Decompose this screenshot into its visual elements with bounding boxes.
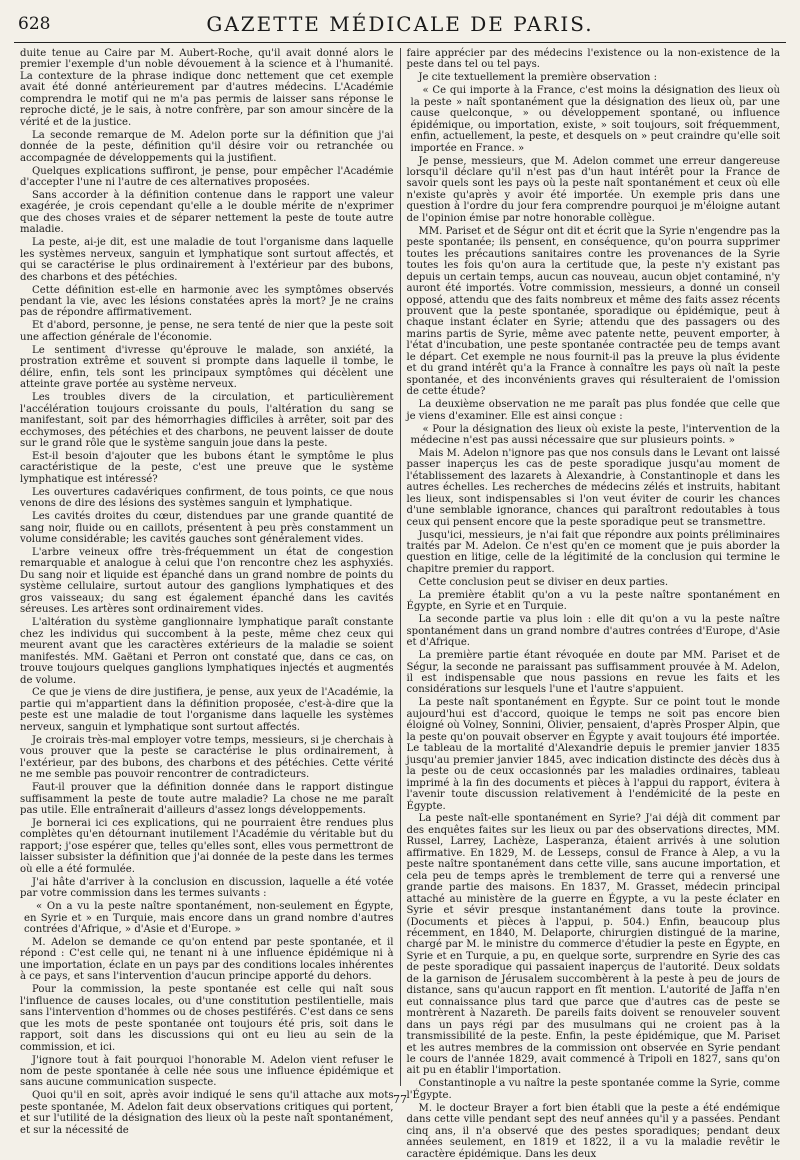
paragraph: Je bornerai ici ces explications, qui ne pourraient être rendues plus complètes qu'en détournant inutilement l'Académie du véritable but du rapport; j'ose espérer que, telles qu'elles sont, elles vous permettront de laisser subsister la définition que j'ai donnée de la peste dans les termes où elle a été formulée.: [20, 817, 394, 875]
paragraph: Je croirais très-mal employer votre temps, messieurs, si je cherchais à vous prouver que la peste se caractérise le plus ordinairement, à l'extérieur, par des bubons, des charbons et des pétéchies. Cette vérité ne me semble pas pouvoir rencontrer de contradicteurs.: [20, 734, 394, 781]
paragraph: Quoi qu'il en soit, après avoir indiqué le sens qu'il attache aux mots peste spontanée, M. Adelon fait deux observations critiques qui portent, et sur l'utilité de la désignation des lieux où la peste naît spontanément, et sur la nécessité de: [20, 1090, 394, 1136]
footer-mark: 77: [393, 1093, 407, 1106]
paragraph: Les cavités droites du cœur, distendues par une grande quantité de sang noir, fluide ou en caillots, présentent à peu près constamment un volume considérable; les cavités gauches sont généralement vides.: [20, 511, 394, 546]
paragraph: MM. Pariset et de Ségur ont dit et écrit que la Syrie n'engendre pas la peste spontanée; ils pensent, en conséquence, qu'on pourra supprimer toutes les précautions sanitaires contre les provenances de la Syrie toutes les fois qu'on aura la certitude que, la peste n'y existant pas depuis un certain temps, aucun cas nouveau, aucun objet contaminé, n'y auront été importés. Votre commission, messieurs, a donné un conseil opposé, attendu que des faits nombreux et même des faits assez récents prouvent que la peste spontanée, sporadique ou épidémique, peut à chaque instant éclater en Syrie; attendu que des passagers ou des marins partis de Syrie, même avec patente nette, peuvent emporter, à l'état d'incubation, une peste spontanée contractée peu de temps avant le départ. Cet exemple ne nous fournit-il pas la preuve la plus évidente et du grand intérêt qu'a la France à connaître les pays où naît la peste spontanée, et des inconvénients graves qui résulteraient de l'omission de cette étude?: [406, 225, 780, 398]
paragraph: L'arbre veineux offre très-fréquemment un état de congestion remarquable et analogue à celui que l'on rencontre chez les asphyxiés. Du sang noir et liquide est épanché dans un grand nombre de points du système cellulaire, surtout autour des ganglions lymphatiques et des gros vaisseaux; du sang est également épanché dans les cavités séreuses. Les artères sont ordinairement vides.: [20, 547, 394, 616]
paragraph: Est-il besoin d'ajouter que les bubons étant le symptôme le plus caractéristique de la peste, c'est une preuve que le système lymphatique est intéressé?: [20, 450, 394, 485]
paragraph: Pour la commission, la peste spontanée est celle qui naît sous l'influence de causes locales, ou d'une constitution pestilentielle, mais sans l'intervention d'hommes ou de choses pestiférés. C'est dans ce sens que les mots de peste spontanée ont toujours été pris, soit dans le rapport, soit dans les discussions qui ont eu lieu au sein de la commission, et ici.: [20, 984, 394, 1053]
paragraph: La seconde remarque de M. Adelon porte sur la définition que j'ai donnée de la peste, définition qu'il désire voir ou retranchée ou accompagnée de développements qui la justifient.: [20, 129, 394, 164]
paragraph: Je cite textuellement la première observation :: [418, 72, 658, 84]
paragraph: Cette définition est-elle en harmonie avec les symptômes observés pendant la vie, avec les lésions constatées après la mort? Je ne crains pas de répondre affirmativement.: [20, 284, 394, 319]
paragraph: « On a vu la peste naître spontanément, non-seulement en Égypte, en Syrie et » en Turquie, mais encore dans un grand nombre d'autres contrées d'Afrique, » d'Asie et d'Europe. »: [24, 901, 394, 936]
paragraph: Mais M. Adelon n'ignore pas que nos consuls dans le Levant ont laissé passer inaperçus les cas de peste sporadique jusqu'au moment de l'établissement des lazarets à Alexandrie, à Constantinople et dans les autres échelles. Les recherches de médecins zélés et instruits, habitant les lieux, sont indispensables si l'on veut éviter de courir les chances d'une semblable ignorance, chances qui paraîtront redoutables à tous ceux qui pensent encore que la peste sporadique peut se transmettre.: [406, 447, 780, 528]
journal-title: GAZETTE MÉDICALE DE PARIS.: [206, 12, 594, 36]
paragraph: L'altération du système ganglionnaire lymphatique paraît constante chez les individus qui succombent à la peste, même chez ceux qui meurent avant que les caractères extérieurs de la maladie se soient manifestés. MM. Gaëtani et Perron ont constaté que, dans ce cas, on trouve toujours quelques ganglions lymphatiques injectés et augmentés de volume.: [20, 617, 394, 686]
page-number: 628: [18, 14, 51, 34]
paragraph: Sans accorder à la définition contenue dans le rapport une valeur exagérée, je crois cependant qu'elle a le double mérite de n'exprimer que des choses vraies et de séparer nettement la peste de toute autre maladie.: [20, 189, 394, 236]
paragraph: La peste naît spontanément en Égypte. Sur ce point tout le monde aujourd'hui est d'accord, quoique le temps ne soit pas encore bien éloigné où Volney, Sonnini, Olivier, pensaient, d'après Prosper Alpin, que la peste qu'on pouvait observer en Égypte y avait toujours été importée. Le tableau de la mortalité d'Alexandrie depuis le premier janvier 1835 jusqu'au premier janvier 1845, avec indication distincte des décès dus à la peste ou de ceux occasionnés par les maladies ordinaires, tableau imprimé à la fin des documents et pièces à l'appui du rapport, évitera à l'avenir toute discussion relativement à l'endémicité de la peste en Égypte.: [406, 697, 780, 812]
paragraph: J'ignore tout à fait pourquoi l'honorable M. Adelon vient refuser le nom de peste spontanée à celle née sous une influence épidémique et sans aucune communication suspecte.: [20, 1054, 394, 1089]
paragraph: M. Adelon se demande ce qu'on entend par peste spontanée, et il répond : C'est celle qui, ne tenant ni à une influence épidémique ni à une importation, éclate en un pays par des conditions locales inhérentes à ce pays, et sans l'intervention d'aucun principe apporté du dehors.: [20, 936, 394, 983]
paragraph: J'ai hâte d'arriver à la conclusion en discussion, laquelle a été votée par votre commission dans les termes suivants :: [20, 876, 394, 900]
paragraph: M. le docteur Brayer a fort bien établi que la peste a été endémique dans cette ville pendant sept des neuf années qu'il y a passées. Pendant cinq ans, il n'a observé que des pestes sporadiques; pendant deux années seulement, en 1819 et 1822, il a vu la maladie revêtir le caractère épidémique. Dans les deux: [406, 1102, 780, 1160]
paragraph: Faut-il prouver que la définition donnée dans le rapport distingue suffisamment la peste de toute autre maladie? La chose ne me paraît pas utile. Elle entraînerait d'ailleurs d'assez longs développements.: [20, 782, 394, 816]
paragraph: La deuxième observation ne me paraît pas plus fondée que celle que je viens d'examiner. Elle est ainsi conçue :: [406, 399, 780, 422]
right-column: [401, 48, 787, 1160]
paragraph: La première établit qu'on a vu la peste naître spontanément en Égypte, en Syrie et en Turquie.: [406, 589, 780, 613]
paragraph: Et d'abord, personne, je pense, ne sera tenté de nier que la peste soit une affection générale de l'économie.: [20, 320, 394, 343]
paragraph: Cette conclusion peut se diviser en deux parties.: [418, 576, 669, 588]
paragraph: faire apprécier par des médecins l'existence ou la non-existence de la peste dans tel ou tel pays.: [406, 48, 780, 71]
paragraph: « Ce qui importe à la France, c'est moins la désignation des lieux où la peste » naît spontanément que la désignation des lieux où, par une cause quelconque, » ou développement spontané, ou influence épidémique, ou importation, existe, » soit toujours, soit fréquemment, enfin, actuellement, la peste, et desquels on » peut craindre qu'elle soit importée en France. »: [410, 85, 780, 154]
paragraph: Les ouvertures cadavériques confirment, de tous points, ce que nous venons de dire des lésions des systèmes sanguin et lymphatique.: [20, 486, 394, 510]
paragraph: Le sentiment d'ivresse qu'éprouve le malade, son anxiété, la prostration extrême et souvent si prompte dans laquelle il tombe, le délire, enfin, tels sont les principaux symptômes qui décèlent une atteinte grave portée au système nerveux.: [20, 344, 394, 391]
paragraph: Les troubles divers de la circulation, et particulièrement l'accélération toujours croissante du pouls, l'altération du sang se manifestant, soit par des hémorrhagies difficiles à arrêter, soit par des ecchymoses, des pétéchies et des charbons, ne peuvent laisser de doute sur le grand rôle que le système sanguin joue dans la peste.: [20, 392, 394, 449]
paragraph: La seconde partie va plus loin : elle dit qu'on a vu la peste naître spontanément dans un grand nombre d'autres contrées d'Europe, d'Asie et d'Afrique.: [406, 614, 780, 649]
paragraph: duite tenue au Caire par M. Aubert-Roche, qu'il avait donné alors le premier l'exemple d'un noble dévouement à la science et à l'humanité. La contexture de la phrase indique donc nettement que cet exemple avait été donné antérieurement par d'autres médecins. L'Académie comprendra le motif qui ne m'a pas permis de laisser sans réponse le reproche dicté, je le sais, à notre confrère, par son amour sincère de la vérité et de la justice.: [20, 48, 394, 128]
paragraph: Quelques explications suffiront, je pense, pour empêcher l'Académie d'accepter l'une ni l'autre de ces alternatives proposées.: [20, 165, 394, 188]
page-header: [14, 12, 786, 43]
paragraph: La peste naît-elle spontanément en Syrie? J'ai déjà dit comment par des enquêtes faites sur les lieux ou par des observations directes, MM. Russel, Larrey, Lachèze, Lasperanza, étaient arrivés à une solution affirmative. En 1829, M. de Lesseps, consul de France à Alep, a vu la peste naître spontanément dans cette ville, sans aucune importation, et cela peu de temps après le tremblement de terre qui a renversé une grande partie des maisons. En 1837, M. Grasset, médecin principal attaché au ministère de la guerre en Égypte, a vu la peste éclater en Syrie et sévir presque instantanément dans toute la province. (Documents et pièces à l'appui, p. 504.) Enfin, beaucoup plus récemment, en 1840, M. Delaporte, chirurgien distingué de la marine, chargé par M. le ministre du commerce d'étudier la peste en Égypte, en Syrie et en Turquie, a pu, en quelque sorte, surprendre en Syrie des cas de peste sporadique qui passaient inaperçus de l'autorité. Deux soldats de la garnison de Jérusalem succombèrent à la peste à peu de jours de distance, sans qu'aucun rapport en fît mention. L'autorité de Jaffa n'en eut connaissance plus tard que parce que d'autres cas de peste se montrèrent à Nazareth. De pareils faits doivent se renouveler souvent dans un pays régi par des musulmans qui ne croient pas à la transmissibilité de la peste. Enfin, la peste épidémique, que M. Pariset et les autres membres de la commission ont observée en Syrie pendant le cours de l'année 1829, avait commencé à Tripoli en 1827, sans qu'on ait pu en établir l'importation.: [406, 813, 780, 1077]
paragraph: Constantinople a vu naître la peste spontanée comme la Syrie, comme l'Égypte.: [406, 1078, 780, 1101]
paragraph: La première partie étant révoquée en doute par MM. Pariset et de Ségur, la seconde ne paraissant pas suffisamment prouvée à M. Adelon, il est indispensable que nous passions en revue les faits et les considérations sur lesquels l'une et l'autre s'appuient.: [406, 650, 780, 696]
paragraph: « Pour la désignation des lieux où existe la peste, l'intervention de la médecine n'est pas aussi nécessaire que sur plusieurs points. »: [410, 423, 780, 446]
paragraph: Jusqu'ici, messieurs, je n'ai fait que répondre aux points préliminaires traités par M. Adelon. Ce n'est qu'en ce moment que je puis aborder la question en litige, celle de la légitimité de la conclusion qui termine le chapitre premier du rapport.: [406, 529, 780, 575]
paragraph: Ce que je viens de dire justifiera, je pense, aux yeux de l'Académie, la partie qui m'appartient dans la définition proposée, c'est-à-dire que la peste est une maladie de tout l'organisme dans laquelle les systèmes nerveux, sanguin et lymphatique sont surtout affectés.: [20, 687, 394, 733]
paragraph: La peste, ai-je dit, est une maladie de tout l'organisme dans laquelle les systèmes nerveux, sanguin et lymphatique sont surtout affectés, et qui se caractérise le plus ordinairement à l'extérieur par des bubons, des charbons et des pétéchies.: [20, 237, 394, 283]
paragraph: Je pense, messieurs, que M. Adelon commet une erreur dangereuse lorsqu'il déclare qu'il n'est pas d'un haut intérêt pour la France de savoir quels sont les pays où la peste naît spontanément et ceux où elle n'existe qu'après y avoir été importée. Un exemple pris dans une question à l'ordre du jour fera comprendre pourquoi je m'éloigne autant de l'opinion émise par notre honorable collègue.: [406, 155, 780, 224]
